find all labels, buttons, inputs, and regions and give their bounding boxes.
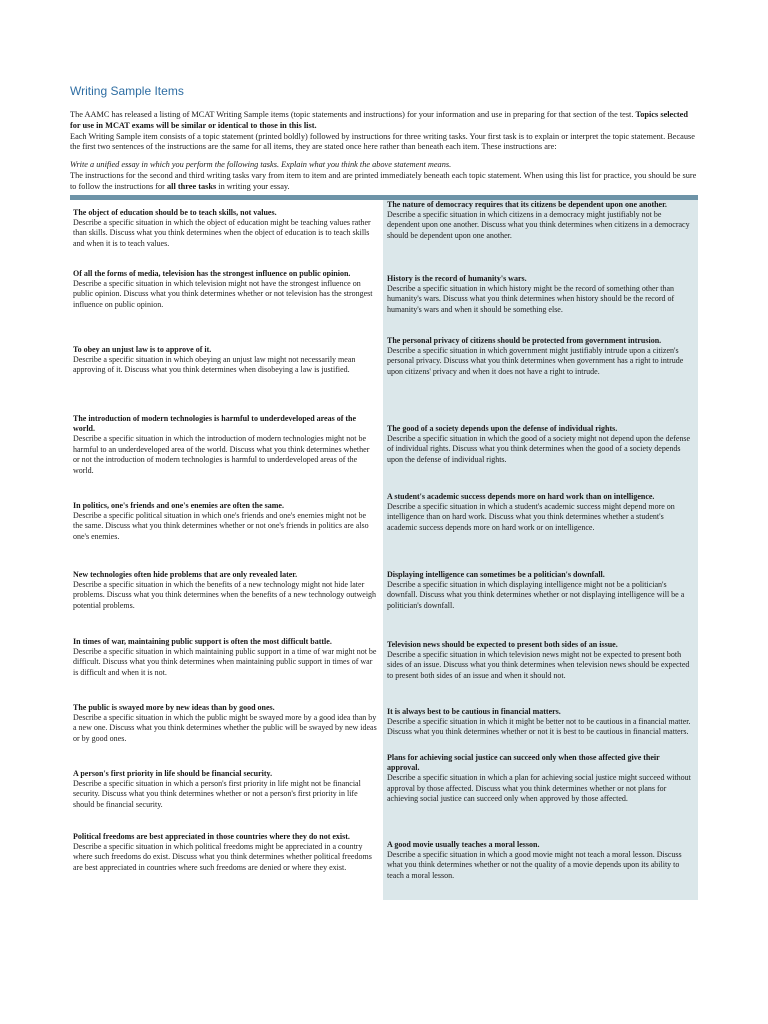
topic-statement: The public is swayed more by new ideas than by good ones. bbox=[73, 702, 275, 712]
right-writing-item bbox=[387, 570, 692, 612]
intro-text: in writing your essay. bbox=[216, 181, 290, 191]
topic-statement: It is always best to be cautious in financial matters. bbox=[387, 706, 561, 716]
left-writing-item bbox=[73, 769, 377, 811]
task-instructions: Describe a specific situation in which the introduction of modern technologies might not be harmful to an underdeveloped area of the world. Discuss what you think determines whether or not the introduction of modern technologies is harmful to underdeveloped areas of the world. bbox=[73, 434, 370, 475]
task-instructions: Describe a specific situation in which a good movie might not teach a moral lesson. Discuss what you think determines whether or not the quality of a movie depends upon its ability to teach a moral lesson. bbox=[387, 849, 682, 880]
right-writing-item bbox=[387, 424, 692, 466]
topic-statement: Displaying intelligence can sometimes be a politician's downfall. bbox=[387, 569, 605, 579]
topic-statement: History is the record of humanity's wars. bbox=[387, 273, 527, 283]
topic-statement: The personal privacy of citizens should be protected from government intrusion. bbox=[387, 335, 662, 345]
left-writing-item bbox=[73, 703, 377, 745]
task-instructions: Describe a specific situation in which it might be better not to be cautious in a financial matter. Discuss what you think determines whether or not it is best to be cautious in financial matters. bbox=[387, 716, 691, 737]
task-instructions: Describe a specific situation in which television might not have the strongest influence on public opinion. Discuss what you think determines whether or not television has the strongest influence on public opinion. bbox=[73, 278, 373, 309]
intro-text: The AAMC has released a listing of MCAT Writing Sample items (topic statements and instructions) for your information and use in preparing for that section of the test. bbox=[70, 110, 636, 119]
right-writing-item bbox=[387, 492, 692, 534]
task-instructions: Describe a specific situation in which the good of a society might not depend upon the defense of individual rights. Discuss what you think determines when the good of a society depends upon the defense of individual rights. bbox=[387, 433, 691, 464]
left-column bbox=[70, 200, 383, 900]
intro-paragraph-4 bbox=[70, 171, 698, 193]
topic-statement: The nature of democracy requires that its citizens be dependent upon one another. bbox=[387, 199, 667, 209]
left-writing-item bbox=[73, 832, 377, 874]
left-writing-item bbox=[73, 208, 377, 250]
task-instructions: Describe a specific situation in which government might justifiably intrude upon a citizen's personal privacy. Discuss what you think determines when government has a right to intrude upon citizens' privacy and when it does not have a right to intrude. bbox=[387, 345, 684, 376]
task-instructions: Describe a specific situation in which a person's first priority in life might not be financial security. Discuss what you think determines whether or not a person's first priority in life should be financial security. bbox=[73, 778, 361, 809]
instructions-text: Write a unified essay in which you perform the following tasks. Explain what you think the above statement means. bbox=[70, 160, 452, 170]
right-writing-item bbox=[387, 336, 692, 378]
right-writing-item bbox=[387, 200, 692, 242]
task-instructions: Describe a specific situation in which a student's academic success might depend more on intelligence than on hard work. Discuss what you think determines whether a student's academic success depends more on hard work or on intelligence. bbox=[387, 501, 675, 532]
intro-emphasis: Topics selected for use in MCAT exams will be similar or identical to those in this list. bbox=[70, 110, 688, 130]
topic-statement: To obey an unjust law is to approve of it. bbox=[73, 344, 212, 354]
topic-statement: A person's first priority in life should be financial security. bbox=[73, 768, 273, 778]
intro-paragraph-1 bbox=[70, 110, 698, 132]
right-writing-item bbox=[387, 753, 692, 805]
task-instructions: Describe a specific situation in which displaying intelligence might not be a politician's downfall. Discuss what you think determines whether or not displaying intelligence will be a politician's downfall. bbox=[387, 579, 685, 610]
task-instructions: Describe a specific situation in which the public might be swayed more by a good idea than by a new one. Discuss what you think determines whether the public will be swayed by new ideas or by good ones. bbox=[73, 712, 377, 743]
right-writing-item bbox=[387, 640, 692, 682]
right-column bbox=[383, 200, 698, 900]
task-instructions: Describe a specific political situation in which one's friends and one's enemies might not be the same. Discuss what you think determines whether or not one's friends in politics are also one's enemies. bbox=[73, 510, 369, 541]
document-page bbox=[70, 84, 698, 900]
left-writing-item bbox=[73, 414, 377, 476]
intro-section bbox=[70, 110, 698, 193]
right-writing-item bbox=[387, 707, 692, 738]
topic-statement: A student's academic success depends more on hard work than on intelligence. bbox=[387, 491, 655, 501]
topic-statement: The object of education should be to teach skills, not values. bbox=[73, 207, 277, 217]
task-instructions: Describe a specific situation in which television news might not be expected to present both sides of an issue. Discuss what you think determines when television news should be expected to present both sides of an issue and when it should not. bbox=[387, 649, 690, 680]
left-writing-item bbox=[73, 501, 377, 543]
task-instructions: Describe a specific situation in which obeying an unjust law might not necessarily mean approving of it. Discuss what you think determines when disobeying a law is justified. bbox=[73, 354, 356, 375]
right-writing-item bbox=[387, 840, 692, 882]
left-writing-item bbox=[73, 570, 377, 612]
right-writing-item bbox=[387, 274, 692, 316]
intro-paragraph-2: Each Writing Sample item consists of a topic statement (printed boldly) followed by instructions for three writing tasks. Your first task is to explain or interpret the topic statement. Because the first two sentences of the instructions are the same for all items, they are stated once here rather than beneath each item. These instructions are: bbox=[70, 131, 695, 152]
left-writing-item bbox=[73, 637, 377, 679]
task-instructions: Describe a specific situation in which maintaining public support in a time of war might not be difficult. Discuss what you think determines when maintaining public support in times of war is difficult and when it is not. bbox=[73, 646, 377, 677]
topic-statement: A good movie usually teaches a moral lesson. bbox=[387, 839, 540, 849]
topic-statement: Of all the forms of media, television has the strongest influence on public opinion. bbox=[73, 268, 351, 278]
intro-instructions bbox=[70, 160, 698, 171]
topic-statement: In politics, one's friends and one's enemies are often the same. bbox=[73, 500, 284, 510]
items-grid bbox=[70, 200, 698, 900]
task-instructions: Describe a specific situation in which the benefits of a new technology might not hide later problems. Discuss what you think determines when the benefits of a new technology outweigh potential problems. bbox=[73, 579, 377, 610]
topic-statement: In times of war, maintaining public support is often the most difficult battle. bbox=[73, 636, 332, 646]
intro-emphasis: all three tasks bbox=[167, 181, 217, 191]
task-instructions: Describe a specific situation in which political freedoms might be appreciated in a country where such freedoms do exist. Discuss what you think determines whether political freedoms are best appreciated in countries where such freedoms are denied or where they exist. bbox=[73, 841, 372, 872]
task-instructions: Describe a specific situation in which a plan for achieving social justice might succeed without approval by those affected. Discuss what you think determines whether or not plans for achieving social justice can succeed only when approved by those affected. bbox=[387, 773, 691, 804]
topic-statement: Television news should be expected to present both sides of an issue. bbox=[387, 639, 618, 649]
page-title: Writing Sample Items bbox=[70, 84, 184, 98]
task-instructions: Describe a specific situation in which the object of education might be teaching values rather than skills. Discuss what you think determines when the object of education is to teach skills and when it is to teach values. bbox=[73, 217, 371, 248]
topic-statement: Political freedoms are best appreciated in those countries where they do not exist. bbox=[73, 831, 350, 841]
left-writing-item bbox=[73, 345, 377, 376]
task-instructions: Describe a specific situation in which citizens in a democracy might justifiably not be dependent upon one another. Discuss what you think determines when citizens in a democracy should be dependent upon one another. bbox=[387, 209, 690, 240]
topic-statement: Plans for achieving social justice can succeed only when those affected give their approval. bbox=[387, 752, 660, 772]
intro-text: The instructions for the second and third writing tasks vary from item to item and are printed immediately beneath each topic statement. When using this list for practice, you should be sure to follow the instructions for bbox=[70, 170, 697, 191]
topic-statement: The good of a society depends upon the defense of individual rights. bbox=[387, 423, 618, 433]
left-writing-item bbox=[73, 269, 377, 311]
topic-statement: The introduction of modern technologies is harmful to underdeveloped areas of the world. bbox=[73, 413, 357, 433]
topic-statement: New technologies often hide problems that are only revealed later. bbox=[73, 569, 298, 579]
task-instructions: Describe a specific situation in which history might be the record of something other than humanity's wars. Discuss what you think determines when history should be the record of humanity's wars and when it should be something else. bbox=[387, 283, 675, 314]
